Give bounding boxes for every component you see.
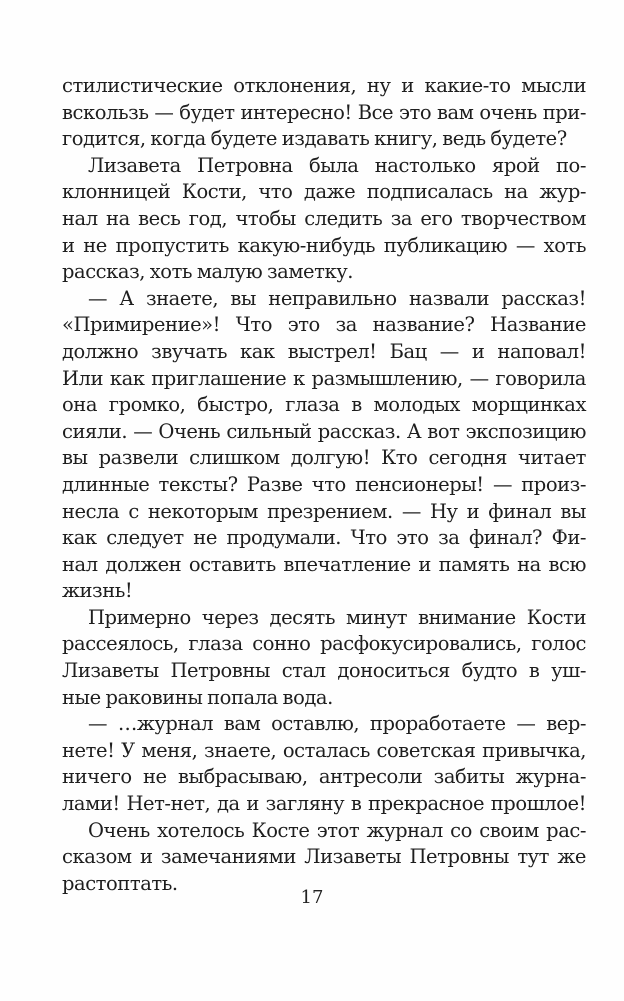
text-line: Лизавета Петровна была настолько ярой по-: [88, 153, 586, 177]
text-line: стилистические отклонения, ну и какие-то мысли: [62, 74, 586, 97]
text-line: рассказ, хоть малую заметку.: [62, 260, 353, 284]
text-line: «Примирение»! Что это за название? Название: [62, 313, 586, 337]
text-line: Или как приглашение к размышлению, — говорила: [62, 366, 586, 390]
page-number: 17: [300, 887, 324, 908]
paragraph: [62, 818, 586, 898]
text-line: клонницей Кости, что даже подписалась на жур-: [62, 180, 586, 204]
text-line: нете! У меня, знаете, осталась советская привычка,: [62, 738, 586, 762]
text-line: сказом и замечаниями Лизаветы Петровны тут же: [62, 845, 586, 869]
text-line: вскользь — будет интересно! Все это вам очень при-: [62, 100, 586, 124]
paragraph: [62, 286, 586, 605]
text-line: — …журнал вам оставлю, проработаете — вер-: [88, 712, 586, 736]
text-line: Очень хотелось Косте этот журнал со своим рас-: [88, 818, 586, 842]
text-line: и не пропустить какую-нибудь публикацию — хоть: [62, 233, 586, 257]
text-line: она громко, быстро, глаза в молодых морщинках: [62, 393, 586, 417]
text-line: вы развели слишком долгую! Кто сегодня читает: [62, 446, 586, 470]
text-line: должно звучать как выстрел! Бац — и наповал!: [62, 339, 586, 363]
text-line: несла с некоторым презрением. — Ну и финал вы: [62, 499, 586, 523]
text-line: ные раковины попала вода.: [62, 685, 333, 709]
text-line: ничего не выбрасываю, антресоли забиты журна-: [62, 765, 586, 789]
text-line: Примерно через десять минут внимание Кости: [88, 605, 586, 629]
text-line: сияли. — Очень сильный рассказ. А вот экспозицию: [62, 419, 586, 443]
text-line: годится, когда будете издавать книгу, ведь будете?: [62, 127, 567, 151]
text-line: как следует не продумали. Что это за финал? Фи-: [62, 526, 586, 550]
paragraph: [62, 711, 586, 817]
text-line: растоптать.: [62, 871, 178, 895]
text-line: нал на весь год, чтобы следить за его творчеством: [62, 206, 586, 230]
text-line: рассеялось, глаза сонно расфокусировались, голос: [62, 632, 586, 656]
text-line: — А знаете, вы неправильно назвали рассказ!: [88, 286, 586, 310]
paragraph: [62, 153, 586, 286]
paragraph: [62, 73, 586, 153]
text-line: нал должен оставить впечатление и память на всю: [62, 552, 586, 576]
paragraph: [62, 605, 586, 711]
text-line: лами! Нет-нет, да и загляну в прекрасное прошлое!: [62, 792, 586, 816]
text-line: Лизаветы Петровны стал доноситься будто в уш-: [62, 659, 586, 683]
text-line: длинные тексты? Разве что пенсионеры! — произ-: [62, 472, 586, 496]
text-line: жизнь!: [62, 579, 133, 603]
body-text: [62, 73, 586, 897]
